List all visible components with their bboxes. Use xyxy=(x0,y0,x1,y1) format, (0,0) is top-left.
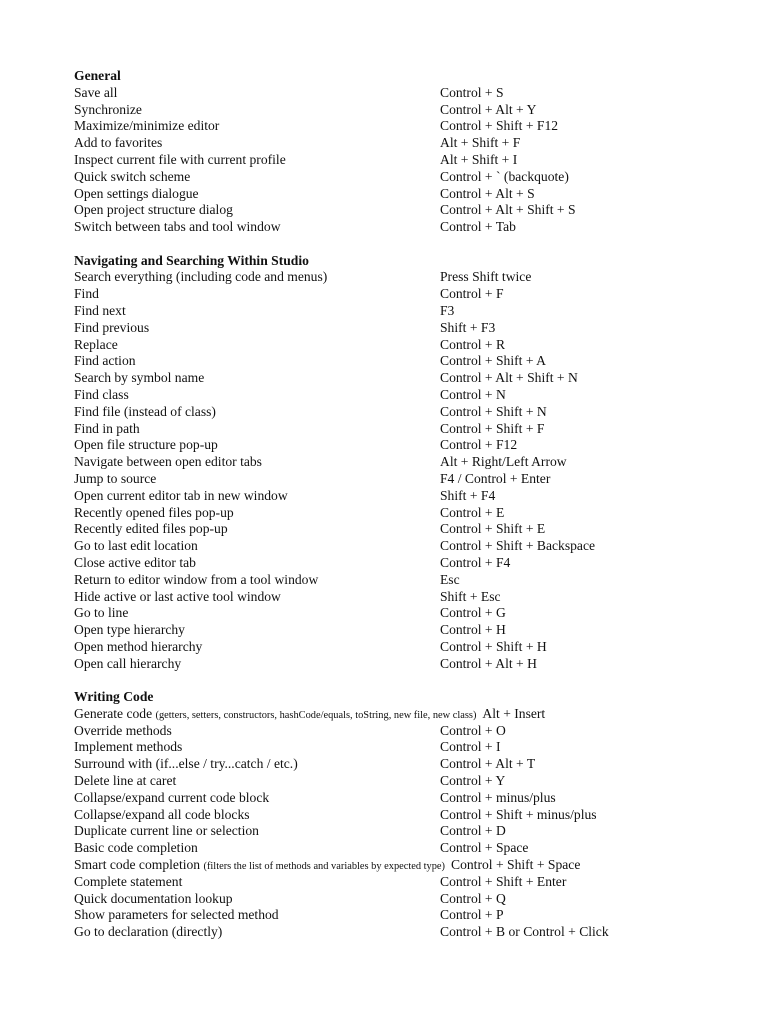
action-label: Delete line at caret xyxy=(74,773,177,789)
action-label: Show parameters for selected method xyxy=(74,907,279,923)
shortcut-row xyxy=(74,756,734,773)
action-label: Smart code completion xyxy=(74,857,201,873)
action-label: Recently edited files pop-up xyxy=(74,521,228,537)
shortcut-action xyxy=(74,538,198,555)
action-label: Maximize/minimize editor xyxy=(74,118,220,134)
shortcut-row xyxy=(74,454,734,471)
shortcut-row xyxy=(74,303,734,320)
shortcut-action xyxy=(74,605,128,622)
shortcut-row xyxy=(74,219,734,236)
shortcut-row xyxy=(74,404,734,421)
action-label: Switch between tabs and tool window xyxy=(74,219,281,235)
action-label: Open type hierarchy xyxy=(74,622,185,638)
action-label: Find file (instead of class) xyxy=(74,403,216,419)
action-label: Find next xyxy=(74,302,126,318)
shortcut-keys: Control + Alt + Shift + S xyxy=(440,202,576,218)
shortcut-keys: Control + minus/plus xyxy=(440,789,556,805)
action-label: Collapse/expand current code block xyxy=(74,789,270,805)
shortcut-row xyxy=(74,337,734,354)
shortcut-action xyxy=(74,219,281,236)
section-heading: General xyxy=(74,68,121,83)
shortcut-row xyxy=(74,706,734,723)
shortcut-row xyxy=(74,924,734,941)
shortcut-action xyxy=(74,102,142,119)
shortcut-keys: Control + E xyxy=(440,504,505,520)
shortcut-section xyxy=(74,689,734,941)
shortcut-row xyxy=(74,891,734,908)
shortcut-action xyxy=(74,337,118,354)
shortcut-keys: F4 / Control + Enter xyxy=(440,470,551,486)
shortcut-action xyxy=(74,639,202,656)
shortcut-keys: Control + Alt + Y xyxy=(440,101,537,117)
shortcut-keys: Shift + Esc xyxy=(440,588,501,604)
shortcut-row xyxy=(74,286,734,303)
shortcut-row xyxy=(74,353,734,370)
shortcut-action xyxy=(74,790,269,807)
shortcut-keys: Control + F12 xyxy=(440,437,518,453)
shortcut-keys: Control + Shift + F12 xyxy=(440,118,559,134)
shortcut-keys: Control + Alt + T xyxy=(440,756,536,772)
shortcut-action xyxy=(74,823,259,840)
shortcut-row xyxy=(74,723,734,740)
shortcut-keys: Alt + Shift + F xyxy=(440,135,521,151)
action-note: (getters, setters, constructors, hashCode/equals, toString, new file, new class) xyxy=(155,709,477,721)
shortcut-row xyxy=(74,320,734,337)
action-label: Find action xyxy=(74,353,136,369)
shortcut-action xyxy=(74,589,281,606)
section-heading: Writing Code xyxy=(74,689,154,705)
action-label: Complete statement xyxy=(74,873,183,889)
shortcut-action xyxy=(74,202,233,219)
shortcut-row xyxy=(74,118,734,135)
shortcut-row xyxy=(74,773,734,790)
shortcut-keys: Control + Shift + H xyxy=(440,638,547,654)
shortcut-action xyxy=(74,169,190,186)
shortcut-keys: Control + Shift + Enter xyxy=(440,873,567,889)
shortcut-action xyxy=(74,488,288,505)
shortcut-action xyxy=(74,404,216,421)
shortcut-row xyxy=(74,387,734,404)
shortcut-keys: Control + N xyxy=(440,386,506,402)
action-label: Save all xyxy=(74,84,118,100)
shortcut-keys: Control + D xyxy=(440,823,506,839)
shortcut-keys: Control + Shift + Backspace xyxy=(440,538,596,554)
shortcut-row xyxy=(74,488,734,505)
shortcut-action xyxy=(74,555,196,572)
action-label: Basic code completion xyxy=(74,840,198,856)
action-label: Open current editor tab in new window xyxy=(74,487,288,503)
shortcut-keys: Alt + Shift + I xyxy=(440,151,518,167)
action-label: Collapse/expand all code blocks xyxy=(74,806,250,822)
action-label: Duplicate current line or selection xyxy=(74,823,259,839)
shortcut-action xyxy=(74,924,222,941)
shortcut-action xyxy=(74,118,219,135)
shortcut-row xyxy=(74,790,734,807)
shortcut-keys: Control + ` (backquote) xyxy=(440,168,569,184)
shortcut-keys: Alt + Insert xyxy=(482,705,546,721)
shortcut-action xyxy=(74,521,228,538)
action-label: Replace xyxy=(74,336,118,352)
shortcut-action xyxy=(74,622,185,639)
shortcut-action xyxy=(74,437,218,454)
action-label: Recently opened files pop-up xyxy=(74,504,234,520)
shortcut-keys: Control + G xyxy=(440,605,506,621)
shortcut-row xyxy=(74,471,734,488)
shortcut-keys: Control + Shift + E xyxy=(440,521,546,537)
shortcut-row xyxy=(74,656,734,673)
action-label: Find class xyxy=(74,386,129,402)
action-label: Implement methods xyxy=(74,739,183,755)
shortcut-keys: F3 xyxy=(440,302,455,318)
shortcut-row xyxy=(74,521,734,538)
shortcut-row xyxy=(74,605,734,622)
action-label: Synchronize xyxy=(74,101,142,117)
shortcut-row xyxy=(74,807,734,824)
action-label: Surround with (if...else / try...catch / etc.) xyxy=(74,756,298,772)
shortcut-action xyxy=(74,471,156,488)
action-label: Find in path xyxy=(74,420,140,436)
shortcut-section xyxy=(74,68,734,236)
shortcut-keys: Control + Shift + N xyxy=(440,403,547,419)
shortcut-keys: Control + R xyxy=(440,336,506,352)
shortcut-action xyxy=(74,656,181,673)
shortcut-action xyxy=(74,353,136,370)
shortcut-keys: Esc xyxy=(440,571,460,587)
shortcut-row xyxy=(74,907,734,924)
shortcut-keys: Control + F4 xyxy=(440,554,511,570)
shortcut-action xyxy=(74,874,182,891)
shortcut-row xyxy=(74,85,734,102)
shortcut-keys: Shift + F4 xyxy=(440,487,496,503)
shortcut-action xyxy=(74,907,279,924)
shortcut-row xyxy=(74,874,734,891)
shortcut-row xyxy=(74,639,734,656)
shortcut-row xyxy=(74,857,734,874)
shortcut-action xyxy=(74,135,162,152)
shortcut-row xyxy=(74,823,734,840)
shortcut-action xyxy=(74,807,250,824)
shortcut-keys: Control + Shift + Space xyxy=(451,857,581,873)
action-label: Add to favorites xyxy=(74,135,163,151)
action-label: Override methods xyxy=(74,722,172,738)
shortcut-action xyxy=(74,505,234,522)
shortcut-row xyxy=(74,186,734,203)
action-label: Go to declaration (directly) xyxy=(74,924,223,940)
shortcut-action xyxy=(74,773,176,790)
shortcut-row xyxy=(74,538,734,555)
shortcut-row xyxy=(74,421,734,438)
action-label: Close active editor tab xyxy=(74,554,196,570)
action-label: Search everything (including code and menus) xyxy=(74,269,328,285)
shortcut-document xyxy=(74,68,734,941)
shortcut-row xyxy=(74,589,734,606)
shortcut-keys: Press Shift twice xyxy=(440,269,532,285)
action-label: Go to line xyxy=(74,605,129,621)
shortcut-action xyxy=(74,303,126,320)
shortcut-row xyxy=(74,202,734,219)
shortcut-keys: Control + Tab xyxy=(440,219,516,235)
shortcut-action xyxy=(74,286,99,303)
action-label: Open project structure dialog xyxy=(74,202,233,218)
shortcut-action xyxy=(74,739,182,756)
shortcut-action xyxy=(74,421,140,438)
shortcut-keys: Control + Shift + F xyxy=(440,420,545,436)
shortcut-keys: Alt + Right/Left Arrow xyxy=(440,454,567,470)
shortcut-action xyxy=(74,320,149,337)
action-label: Find previous xyxy=(74,319,150,335)
shortcut-row xyxy=(74,437,734,454)
shortcut-keys: Control + O xyxy=(440,722,506,738)
shortcut-action xyxy=(74,152,286,169)
action-label: Open settings dialogue xyxy=(74,185,199,201)
shortcut-action xyxy=(74,186,199,203)
section-heading: Navigating and Searching Within Studio xyxy=(74,252,309,268)
action-label: Generate code xyxy=(74,705,153,721)
shortcut-row xyxy=(74,152,734,169)
shortcut-action xyxy=(74,756,298,773)
shortcut-keys: Control + Shift + A xyxy=(440,353,546,369)
shortcut-keys: Control + Space xyxy=(440,840,529,856)
action-label: Open call hierarchy xyxy=(74,655,182,671)
action-label: Go to last edit location xyxy=(74,538,198,554)
shortcut-keys: Control + Q xyxy=(440,890,506,906)
shortcut-row xyxy=(74,370,734,387)
shortcut-row xyxy=(74,269,734,286)
shortcut-keys: Control + Y xyxy=(440,773,506,789)
action-label: Quick switch scheme xyxy=(74,168,191,184)
shortcut-keys: Control + Alt + H xyxy=(440,655,537,671)
shortcut-action xyxy=(74,572,318,589)
action-label: Quick documentation lookup xyxy=(74,890,233,906)
shortcut-action xyxy=(74,840,198,857)
shortcut-action xyxy=(74,723,172,740)
shortcut-action xyxy=(74,387,129,404)
action-label: Open file structure pop-up xyxy=(74,437,218,453)
action-label: Hide active or last active tool window xyxy=(74,588,281,604)
shortcut-row xyxy=(74,505,734,522)
action-note: (filters the list of methods and variables by expected type) xyxy=(203,861,446,873)
shortcut-keys: Control + Alt + Shift + N xyxy=(440,370,578,386)
shortcut-row xyxy=(74,622,734,639)
action-label: Inspect current file with current profile xyxy=(74,151,286,167)
action-label: Search by symbol name xyxy=(74,370,205,386)
shortcut-keys: Control + S xyxy=(440,84,504,100)
shortcut-action xyxy=(74,370,204,387)
shortcut-row xyxy=(74,135,734,152)
shortcut-action xyxy=(74,85,117,102)
shortcut-action xyxy=(74,269,327,286)
shortcut-row xyxy=(74,739,734,756)
action-label: Navigate between open editor tabs xyxy=(74,454,262,470)
shortcut-keys: Control + Alt + S xyxy=(440,185,535,201)
action-label: Open method hierarchy xyxy=(74,638,203,654)
shortcut-keys: Control + P xyxy=(440,907,504,923)
shortcut-keys: Control + H xyxy=(440,622,506,638)
shortcut-row xyxy=(74,169,734,186)
shortcut-row xyxy=(74,555,734,572)
shortcut-row xyxy=(74,572,734,589)
shortcut-row xyxy=(74,840,734,857)
shortcut-action xyxy=(74,891,233,908)
action-label: Return to editor window from a tool window xyxy=(74,571,319,587)
shortcut-keys: Shift + F3 xyxy=(440,319,496,335)
shortcut-keys: Control + I xyxy=(440,739,501,755)
action-label: Jump to source xyxy=(74,470,157,486)
shortcut-keys: Control + B or Control + Click xyxy=(440,924,609,940)
shortcut-keys: Control + F xyxy=(440,286,504,302)
shortcut-section xyxy=(74,253,734,673)
action-label: Find xyxy=(74,286,99,302)
shortcut-keys: Control + Shift + minus/plus xyxy=(440,806,597,822)
shortcut-row xyxy=(74,102,734,119)
shortcut-action xyxy=(74,454,262,471)
